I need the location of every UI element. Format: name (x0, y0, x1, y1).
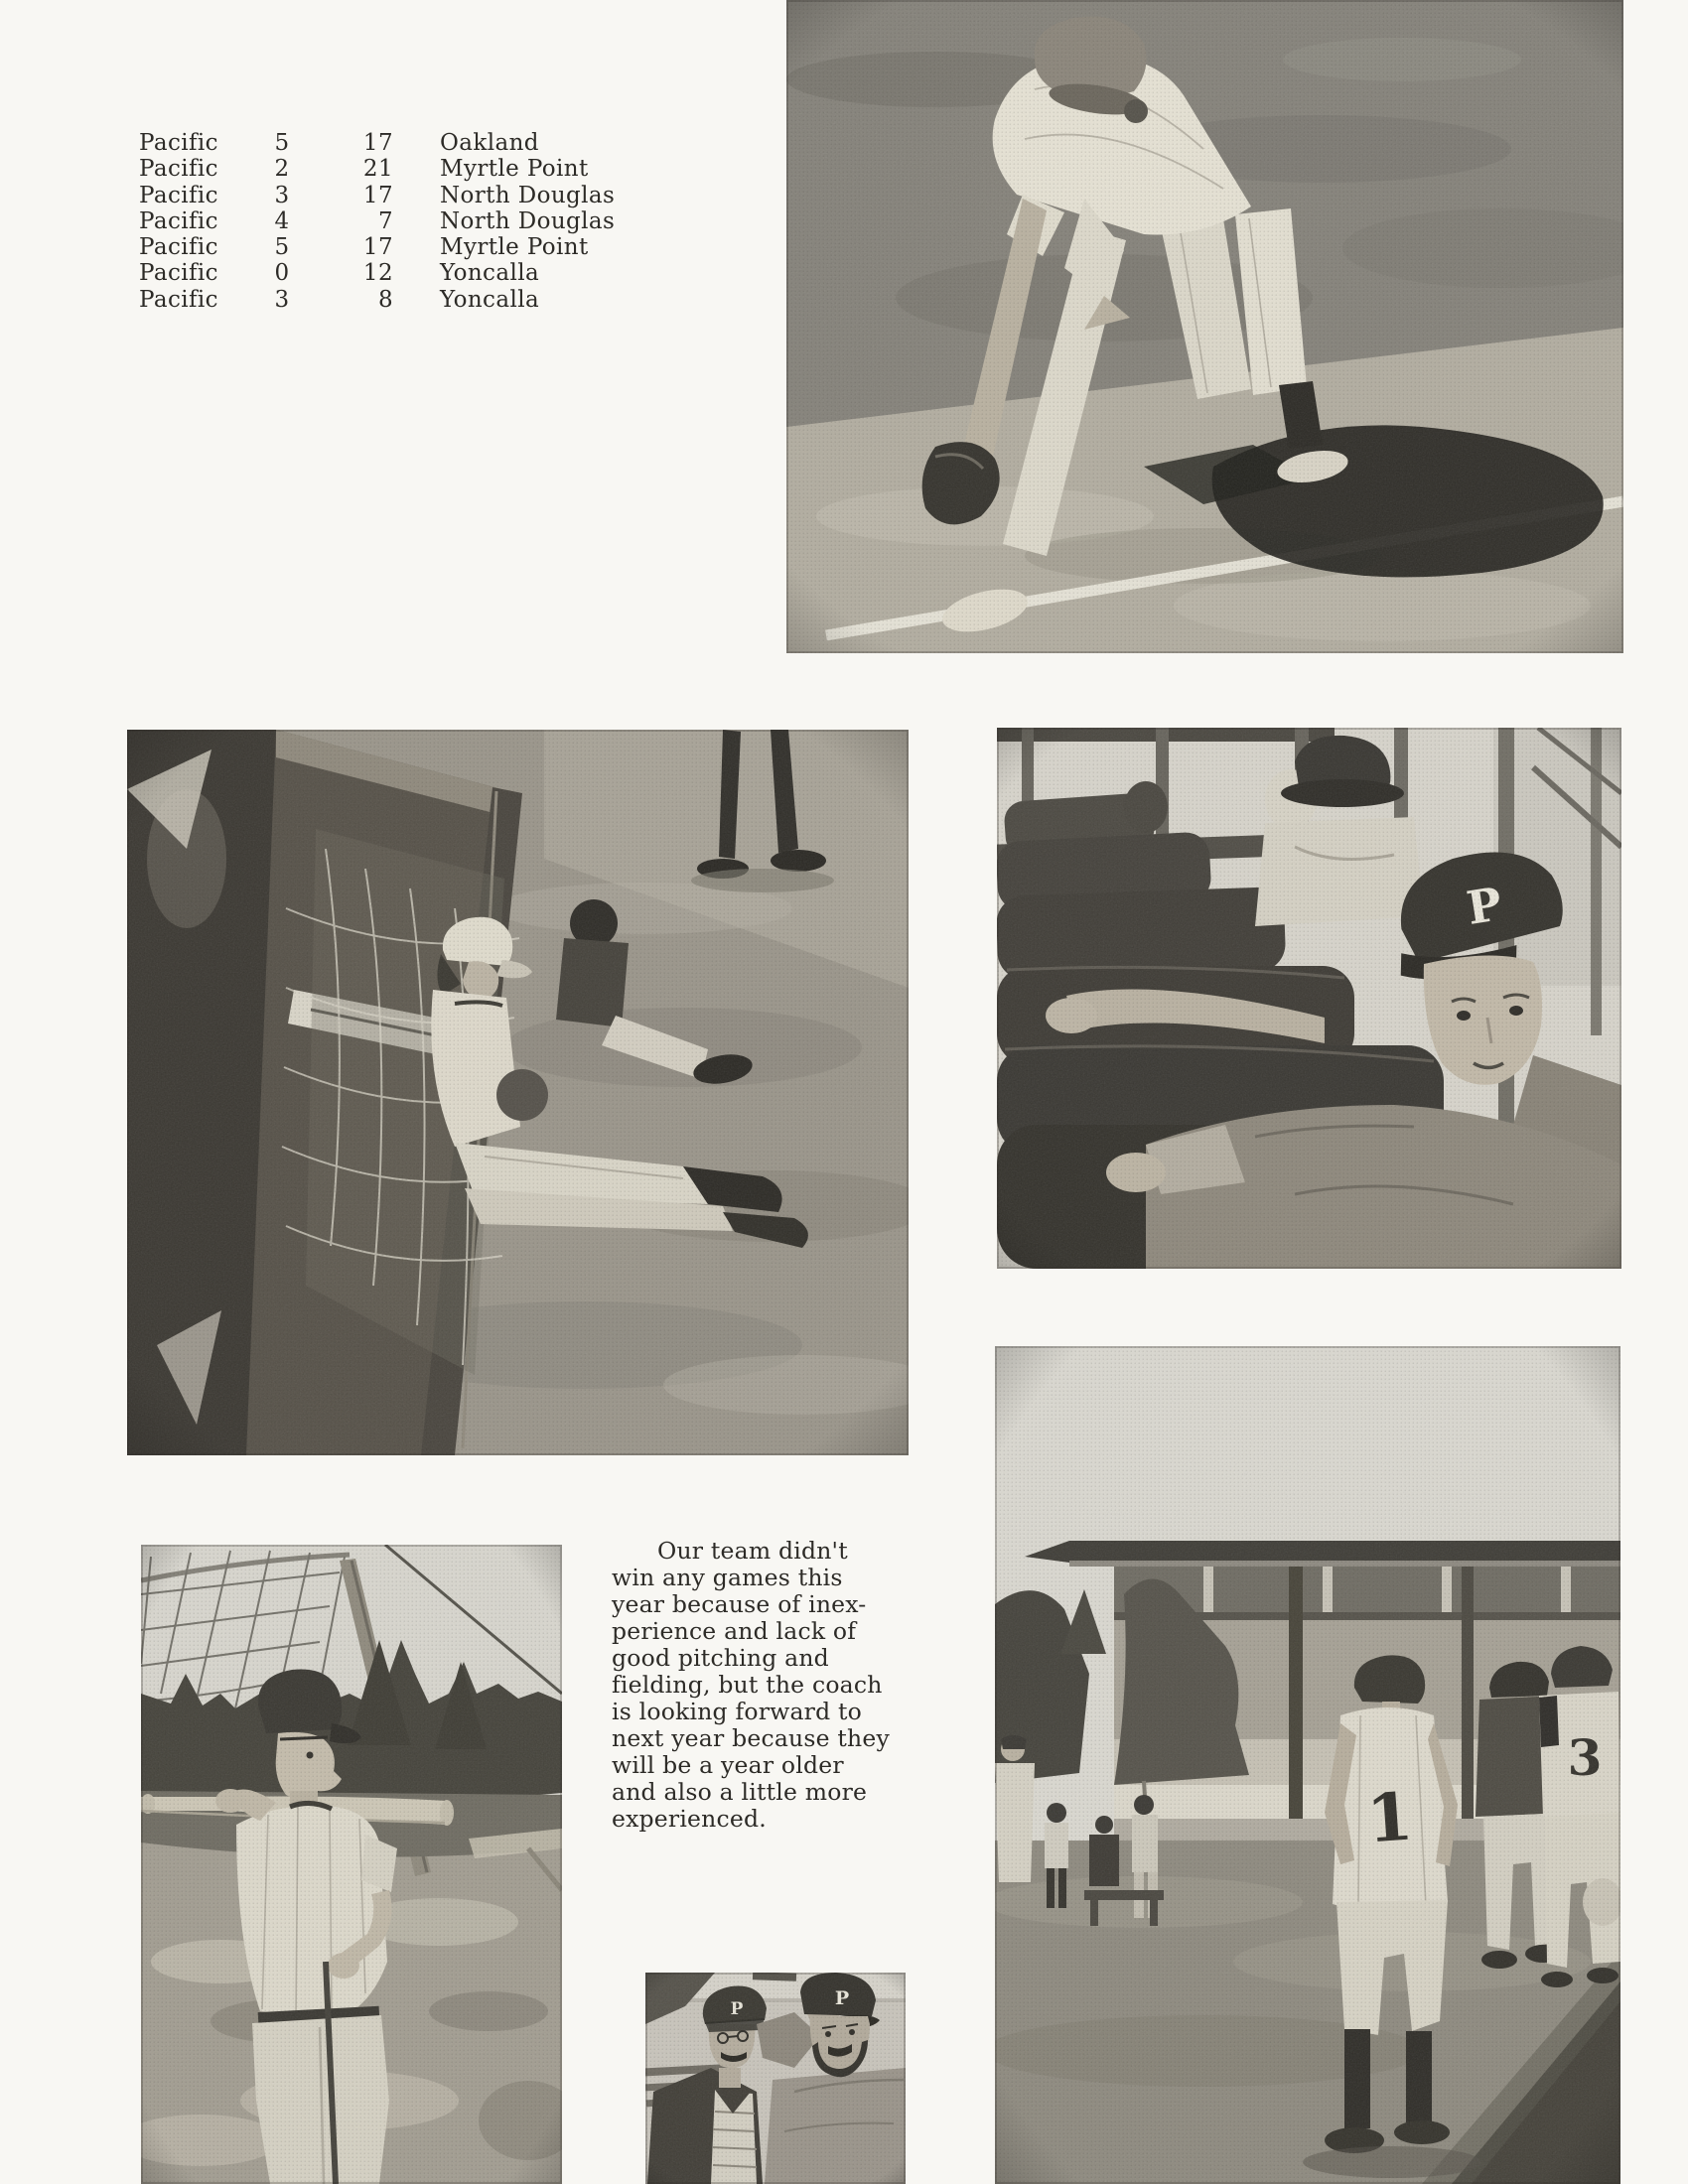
paragraph-line: next year because they (612, 1724, 890, 1752)
opponent-score: 17 (362, 234, 393, 261)
table-row (139, 130, 615, 156)
photo-building-art (995, 1346, 1620, 2184)
photo-two-players (645, 1973, 906, 2184)
photo-fielder (786, 0, 1623, 653)
opponent-score: 17 (362, 130, 393, 156)
paragraph-line: win any games this (612, 1564, 843, 1591)
team-score: 4 (274, 207, 290, 234)
opponent-name: North Douglas (440, 182, 616, 208)
opponent-score: 17 (362, 182, 393, 208)
opponent-name: North Douglas (440, 207, 616, 234)
table-row (139, 183, 615, 208)
photo-batter-art (141, 1545, 562, 2184)
paragraph-line: good pitching and (612, 1644, 829, 1672)
opponent-name: Yoncalla (440, 260, 540, 287)
team-name: Pacific (139, 156, 218, 183)
opponent-score: 12 (362, 260, 393, 287)
opponent-name: Oakland (440, 130, 539, 156)
table-row (139, 208, 615, 234)
team-score: 3 (274, 286, 290, 313)
paragraph-line: experienced. (612, 1805, 767, 1833)
opponent-name: Yoncalla (440, 286, 540, 313)
team-name: Pacific (139, 207, 218, 234)
photo-bus-art (997, 728, 1621, 1269)
team-score: 2 (274, 156, 290, 183)
paragraph-line: is looking forward to (612, 1698, 863, 1725)
team-name: Pacific (139, 234, 218, 261)
season-scores-table (139, 130, 615, 313)
opponent-score: 7 (377, 207, 393, 234)
opponent-score: 21 (362, 156, 393, 183)
photo-two-players-art (645, 1973, 906, 2184)
table-row (139, 287, 615, 313)
photo-bus (997, 728, 1621, 1269)
paragraph-line: year because of inex- (612, 1590, 867, 1618)
photo-building (995, 1346, 1620, 2184)
opponent-name: Myrtle Point (440, 234, 589, 261)
team-score: 3 (274, 182, 290, 208)
paragraph-line: Our team didn't (657, 1537, 848, 1565)
photo-fielder-art (786, 0, 1623, 653)
team-score: 5 (274, 234, 290, 261)
photo-dugout (127, 730, 909, 1455)
paragraph-line: fielding, but the coach (612, 1671, 883, 1699)
team-name: Pacific (139, 130, 218, 156)
paragraph-line: will be a year older (612, 1751, 844, 1779)
table-row (139, 260, 615, 286)
table-row (139, 234, 615, 260)
team-score: 5 (274, 130, 290, 156)
team-score: 0 (274, 260, 290, 287)
team-name: Pacific (139, 182, 218, 208)
paragraph-line: perience and lack of (612, 1617, 857, 1645)
opponent-name: Myrtle Point (440, 156, 589, 183)
table-row (139, 156, 615, 182)
paragraph-line: and also a little more (612, 1778, 868, 1806)
photo-dugout-art (127, 730, 909, 1455)
team-summary-paragraph (612, 1538, 927, 1833)
opponent-score: 8 (377, 286, 393, 313)
team-name: Pacific (139, 260, 218, 287)
photo-batter (141, 1545, 562, 2184)
team-name: Pacific (139, 286, 218, 313)
